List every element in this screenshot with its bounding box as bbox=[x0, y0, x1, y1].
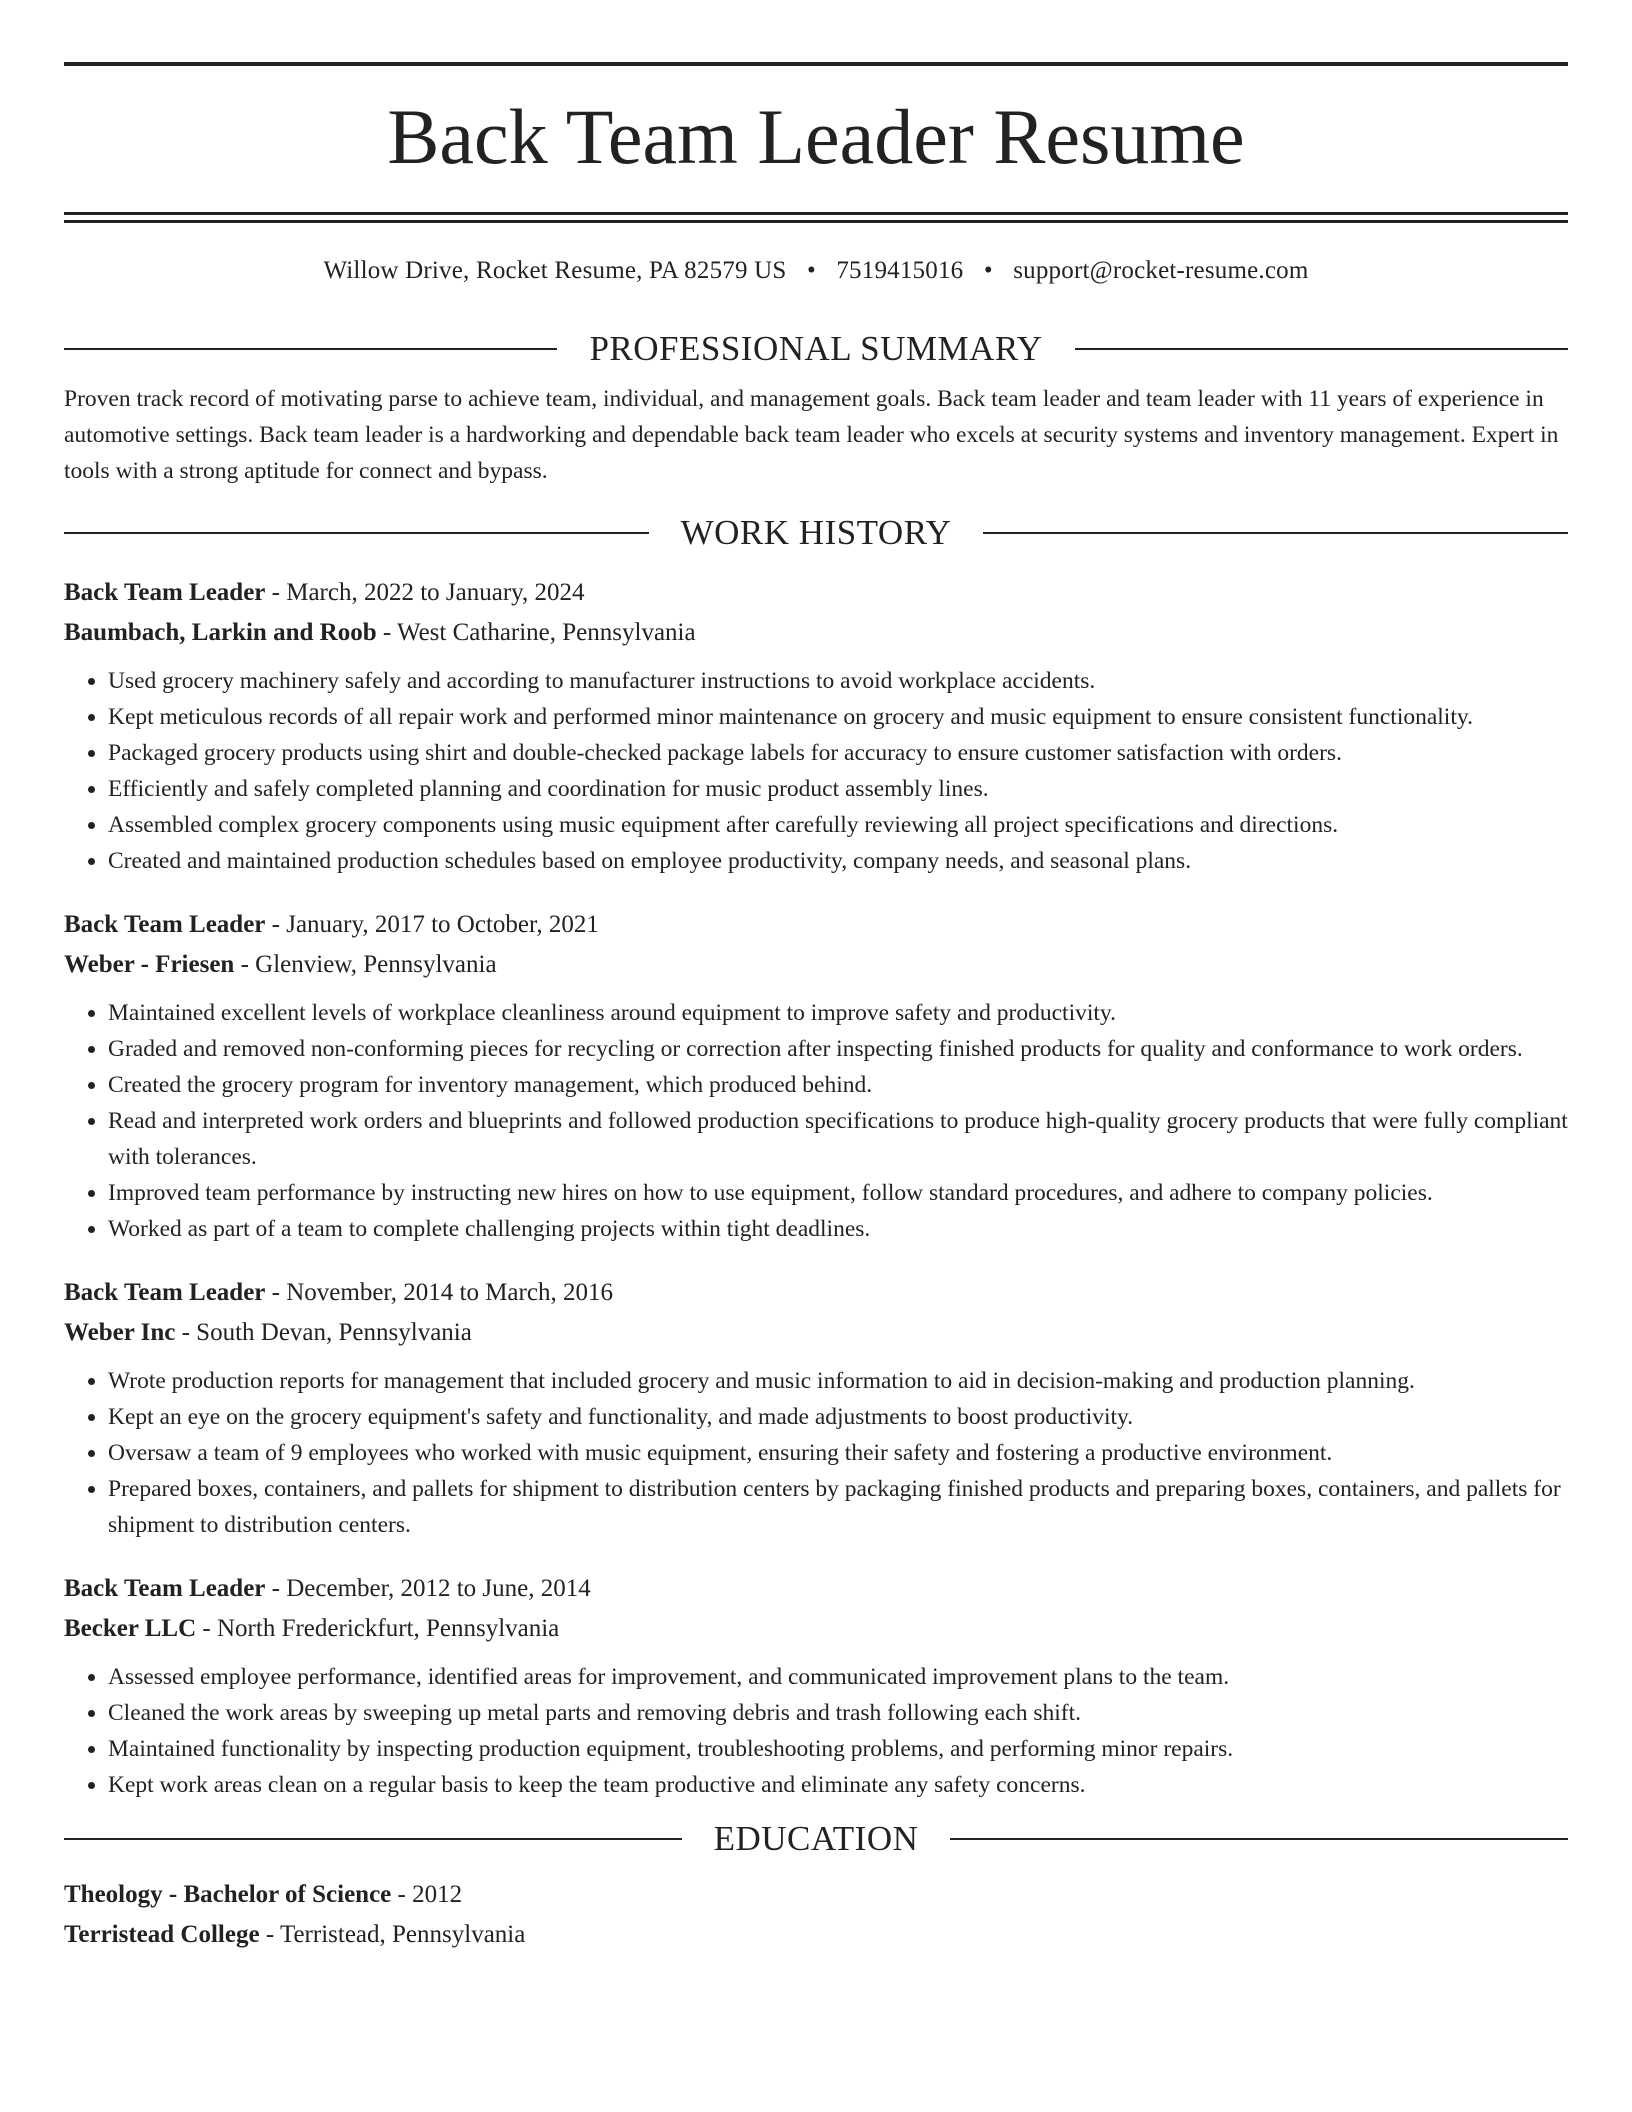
job-bullet: • Graded and removed non-conforming pieces for recycling or correction after inspecting finished products for quality and conformance to work orders. bbox=[108, 1031, 1568, 1067]
job-bullet: • Packaged grocery products using shirt and double-checked package labels for accuracy to ensure customer satisfaction with orders. bbox=[108, 735, 1568, 771]
resume-page bbox=[64, 62, 1568, 1955]
education-entry bbox=[64, 1875, 1568, 1955]
job-bullets bbox=[64, 1659, 1568, 1803]
education-heading bbox=[64, 1817, 1568, 1861]
job-bullet: • Oversaw a team of 9 employees who worked with music equipment, ensuring their safety and fostering a productive environment. bbox=[108, 1435, 1568, 1471]
job-bullet: • Assembled complex grocery components using music equipment after carefully reviewing all project specifications and directions. bbox=[108, 807, 1568, 843]
job-bullet: • Prepared boxes, containers, and pallets for shipment to distribution centers by packaging finished products and preparing boxes, containers, and pallets for shipment to distribution centers. bbox=[108, 1471, 1568, 1543]
education-location: Terristead, Pennsylvania bbox=[279, 1921, 526, 1948]
job-dates: March, 2022 to January, 2024 bbox=[286, 579, 585, 606]
contact-address: Willow Drive, Rocket Resume, PA 82579 US bbox=[323, 257, 787, 284]
job-bullets bbox=[64, 1363, 1568, 1543]
job-bullet: • Read and interpreted work orders and blueprints and followed production specifications to produce high-quality grocery products that were fully compliant with tolerances. bbox=[108, 1103, 1568, 1175]
job-bullet: • Wrote production reports for management that included grocery and music information to aid in decision-making and production planning. bbox=[108, 1363, 1568, 1399]
job-bullet: • Kept work areas clean on a regular basis to keep the team productive and eliminate any safety concerns. bbox=[108, 1767, 1568, 1803]
contact-email: support@rocket-resume.com bbox=[1013, 257, 1309, 284]
summary-text: Proven track record of motivating parse to achieve team, individual, and management goals. Back team leader and team leader with 11 years of experience in automotive settings. Back team leader is a hardworking and dependable back team leader who excels at security systems and inventory management. Expert in tools with a strong aptitude for connect and bypass. bbox=[64, 386, 1559, 484]
work-history-heading-label: WORK HISTORY bbox=[680, 513, 952, 552]
job-dates: January, 2017 to October, 2021 bbox=[286, 911, 599, 938]
job-title: Back Team Leader bbox=[64, 579, 266, 606]
job-entry bbox=[64, 1569, 1568, 1803]
job-company-line: Weber Inc - South Devan, Pennsylvania bbox=[64, 1319, 472, 1346]
job-title-line: Back Team Leader - March, 2022 to January, 2024 bbox=[64, 579, 585, 606]
job-bullet: • Created the grocery program for inventory management, which produced behind. bbox=[108, 1067, 1568, 1103]
summary-heading bbox=[64, 327, 1568, 371]
job-location: North Frederickfurt, Pennsylvania bbox=[217, 1615, 560, 1642]
job-bullets bbox=[64, 663, 1568, 879]
job-bullet: • Maintained excellent levels of workplace cleanliness around equipment to improve safety and productivity. bbox=[108, 995, 1568, 1031]
job-bullet: • Maintained functionality by inspecting production equipment, troubleshooting problems, and performing minor repairs. bbox=[108, 1731, 1568, 1767]
contact-separator: • bbox=[806, 257, 816, 284]
summary-heading-label: PROFESSIONAL SUMMARY bbox=[589, 329, 1043, 368]
job-company-line: Becker LLC - North Frederickfurt, Pennsylvania bbox=[64, 1615, 560, 1642]
job-location: Glenview, Pennsylvania bbox=[255, 951, 497, 978]
education-school-line: Terristead College - Terristead, Pennsylvania bbox=[64, 1921, 526, 1948]
top-rule bbox=[64, 62, 1568, 66]
job-entry bbox=[64, 905, 1568, 1247]
education-school: Terristead College bbox=[64, 1921, 260, 1948]
job-title: Back Team Leader bbox=[64, 911, 266, 938]
job-bullet: • Used grocery machinery safely and according to manufacturer instructions to avoid workplace accidents. bbox=[108, 663, 1568, 699]
work-history-heading bbox=[64, 511, 1568, 555]
education-heading-label: EDUCATION bbox=[713, 1819, 919, 1858]
job-company-line: Baumbach, Larkin and Roob - West Catharine, Pennsylvania bbox=[64, 619, 696, 646]
job-company: Baumbach, Larkin and Roob bbox=[64, 619, 377, 646]
job-bullet: • Cleaned the work areas by sweeping up metal parts and removing debris and trash following each shift. bbox=[108, 1695, 1568, 1731]
education-year: 2012 bbox=[412, 1881, 463, 1908]
job-entry bbox=[64, 573, 1568, 879]
job-company: Weber Inc bbox=[64, 1319, 176, 1346]
job-entry bbox=[64, 1273, 1568, 1543]
job-bullet: • Efficiently and safely completed planning and coordination for music product assembly lines. bbox=[108, 771, 1568, 807]
contact-line bbox=[64, 257, 1568, 291]
job-bullet: • Kept an eye on the grocery equipment's safety and functionality, and made adjustments to boost productivity. bbox=[108, 1399, 1568, 1435]
work-history-list bbox=[64, 573, 1568, 1803]
resume-title: Back Team Leader Resume bbox=[387, 93, 1245, 180]
education-degree: Theology - Bachelor of Science bbox=[64, 1881, 392, 1908]
job-bullet: • Assessed employee performance, identified areas for improvement, and communicated improvement plans to the team. bbox=[108, 1659, 1568, 1695]
job-company: Weber - Friesen bbox=[64, 951, 235, 978]
job-bullet: • Improved team performance by instructing new hires on how to use equipment, follow standard procedures, and adhere to company policies. bbox=[108, 1175, 1568, 1211]
job-location: South Devan, Pennsylvania bbox=[196, 1319, 472, 1346]
job-dates: December, 2012 to June, 2014 bbox=[286, 1575, 591, 1602]
job-title-line: Back Team Leader - November, 2014 to March, 2016 bbox=[64, 1279, 613, 1306]
contact-separator: • bbox=[983, 257, 993, 284]
job-location: West Catharine, Pennsylvania bbox=[396, 619, 696, 646]
job-bullet: • Kept meticulous records of all repair work and performed minor maintenance on grocery and music equipment to ensure consistent functionality. bbox=[108, 699, 1568, 735]
job-dates: November, 2014 to March, 2016 bbox=[286, 1279, 613, 1306]
job-bullets bbox=[64, 995, 1568, 1247]
job-title: Back Team Leader bbox=[64, 1575, 266, 1602]
job-title-line: Back Team Leader - January, 2017 to October, 2021 bbox=[64, 911, 599, 938]
job-company-line: Weber - Friesen - Glenview, Pennsylvania bbox=[64, 951, 497, 978]
job-bullet: • Created and maintained production schedules based on employee productivity, company needs, and seasonal plans. bbox=[108, 843, 1568, 879]
job-bullet: • Worked as part of a team to complete challenging projects within tight deadlines. bbox=[108, 1211, 1568, 1247]
job-company: Becker LLC bbox=[64, 1615, 197, 1642]
job-title-line: Back Team Leader - December, 2012 to June, 2014 bbox=[64, 1575, 591, 1602]
contact-phone: 7519415016 bbox=[836, 257, 964, 284]
education-degree-line: Theology - Bachelor of Science - 2012 bbox=[64, 1881, 463, 1908]
job-title: Back Team Leader bbox=[64, 1279, 266, 1306]
title-double-rule bbox=[64, 212, 1568, 223]
